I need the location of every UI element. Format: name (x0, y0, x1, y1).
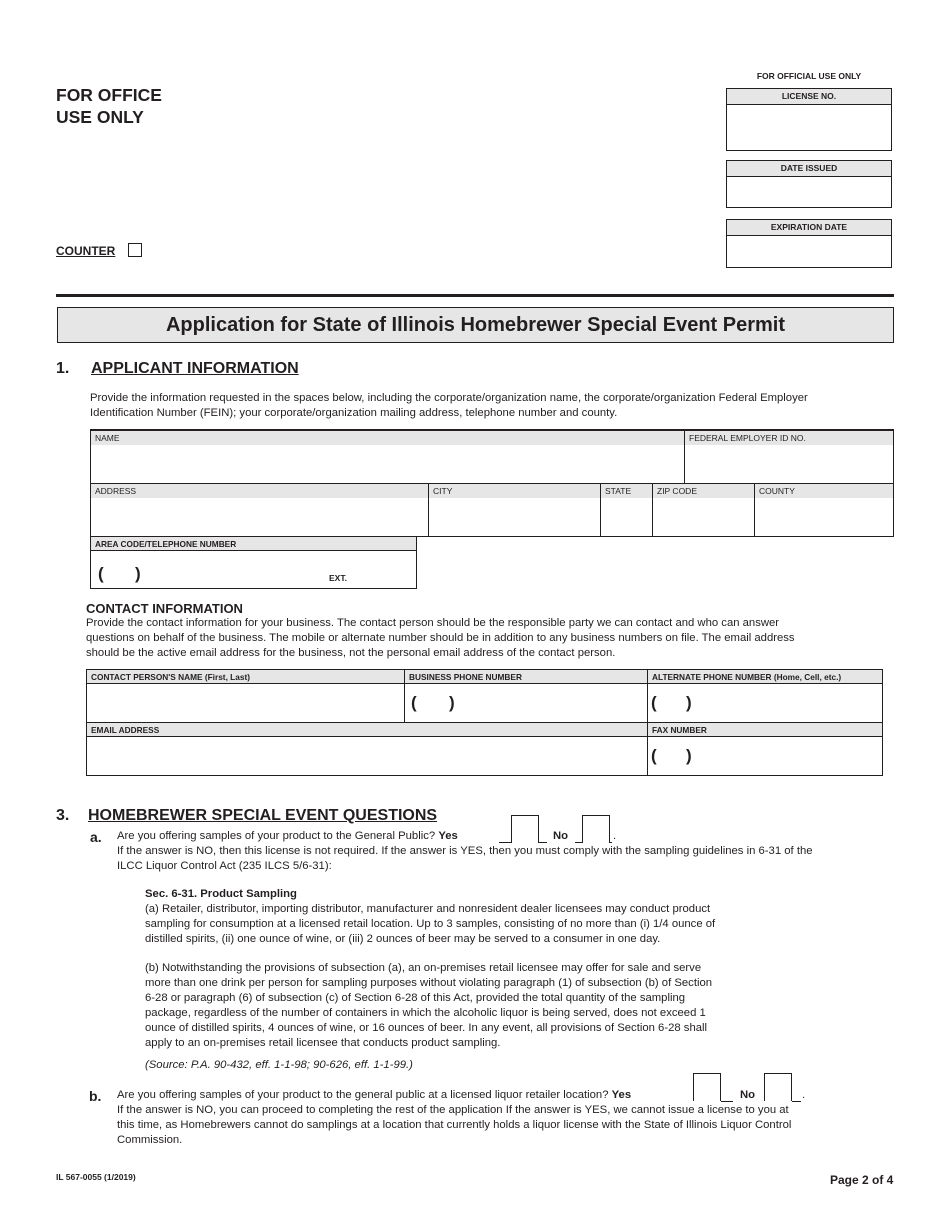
name-label: NAME (91, 431, 684, 445)
section3-heading: HOMEBREWER SPECIAL EVENT QUESTIONS (88, 807, 438, 824)
business-phone-paren-close: ) (449, 693, 455, 712)
fein-label: FEDERAL EMPLOYER ID NO. (685, 431, 893, 445)
header-divider (56, 294, 894, 297)
license-no-box (726, 88, 892, 151)
alt-phone-label: ALTERNATE PHONE NUMBER (Home, Cell, etc.) (648, 670, 882, 684)
expiration-date-label: EXPIRATION DATE (727, 220, 891, 236)
no-a-underline-right (610, 842, 612, 843)
expiration-date-field[interactable] (727, 236, 891, 266)
no-b-label: No (740, 1089, 756, 1101)
zip-field[interactable] (652, 483, 755, 537)
question-b-text: Are you offering samples of your product to the general public at a licensed liquor retailer location? Yes (117, 1089, 632, 1101)
business-phone-field[interactable] (404, 669, 648, 723)
telephone-paren-open: ( (98, 564, 104, 583)
question-a-period: . (613, 830, 617, 842)
state-label: STATE (601, 484, 652, 498)
date-issued-box (726, 160, 892, 208)
no-b-underline (792, 1101, 801, 1102)
business-phone-label: BUSINESS PHONE NUMBER (405, 670, 647, 684)
alt-phone-field[interactable] (647, 669, 883, 723)
ext-label: EXT. (329, 573, 347, 583)
yes-a-underline-right (539, 842, 547, 843)
no-b-checkbox[interactable] (764, 1073, 792, 1101)
counter-checkbox[interactable] (128, 243, 142, 257)
address-label: ADDRESS (91, 484, 428, 498)
alt-phone-paren-open: ( (651, 693, 657, 712)
contact-heading: CONTACT INFORMATION (86, 601, 243, 616)
section1-heading: APPLICANT INFORMATION (91, 360, 299, 377)
section1-number: 1. (56, 360, 70, 377)
zip-label: ZIP CODE (653, 484, 754, 498)
county-label: COUNTY (755, 484, 893, 498)
product-sampling-text: Sec. 6-31. Product Sampling (a) Retailer, distributor, importing distributor, manufacturer and nonresident dealer licensees may conduct product sampling for consumption at a licensed retail location. Up to 3 samples, consisting of no more than (i) 1/4 ounce of distilled spirits, (ii) one ounce of wine, or (iii) 2 ounces of beer may be served to a consumer in one day. (b) Notwithstanding the provisions of subsection (a), an on-premises retail licensee may offer for sale and serve more than one drink per person for sampling purposes without violating paragraph (1) of subsection (b) of Section 6-28 or paragraph (6) of subsection (c) of Section 6-28 of this Act, provided the total quantity of the sampling package, regardless of the number of containers in which the alcoholic liquor is being served, does not exceed 1 ounce of distilled spirits, 4 ounces of wine, or 16 ounces of beer. In any event, all provisions of Section 6-28 shall apply to an on-premises retail licensee that conducts product sampling. (Source: P.A. 90-432, eff. 1-1-98; 90-626, eff. 1-1-99.) (145, 887, 885, 1073)
city-label: CITY (429, 484, 600, 498)
expiration-date-box (726, 219, 892, 268)
section1-intro: Provide the information requested in the spaces below, including the corporate/organization name, the corporate/organization Federal Employer Identification Number (FEIN); your corporate/organization mailing address, telephone number and county. (90, 392, 808, 419)
fax-field[interactable] (647, 722, 883, 776)
email-field[interactable] (86, 722, 648, 776)
no-a-checkbox[interactable] (582, 815, 610, 843)
office-use-heading: FOR OFFICE USE ONLY (56, 85, 162, 127)
source-citation: (Source: P.A. 90-432, eff. 1-1-98; 90-626, eff. 1-1-99.) (145, 1059, 413, 1071)
contact-name-label: CONTACT PERSON'S NAME (First, Last) (87, 670, 404, 684)
city-field[interactable] (428, 483, 601, 537)
email-label: EMAIL ADDRESS (87, 723, 647, 737)
telephone-paren-close: ) (135, 564, 141, 583)
state-field[interactable] (600, 483, 653, 537)
date-issued-label: DATE ISSUED (727, 161, 891, 177)
address-field[interactable] (90, 483, 429, 537)
question-b-instructions: If the answer is NO, you can proceed to completing the rest of the application If the answer is YES, we cannot issue a license to you at this time, as Homebrewers cannot do samplings at a location that currently holds a liquor license with the State of Illinois Liquor Control Commission. (117, 1104, 792, 1146)
fax-paren-open: ( (651, 746, 657, 765)
contact-intro: Provide the contact information for your business. The contact person should be the responsible party we can contact and who can answer questions on behalf of the business. The mobile or alternate number should be in addition to any business numbers on file. The email address should be the active email address for the business, not the personal email address of the contact person. (86, 617, 795, 659)
yes-b-underline (721, 1101, 733, 1102)
telephone-field[interactable] (90, 536, 417, 589)
question-b-period: . (802, 1089, 806, 1101)
question-a-text: Are you offering samples of your product to the General Public? Yes (117, 830, 458, 842)
name-field[interactable] (90, 430, 685, 484)
question-a-instructions: If the answer is NO, then this license is not required. If the answer is YES, then you must comply with the sampling guidelines in 6-31 of the ILCC Liquor Control Act (235 ILCS 5/6-31): (117, 845, 813, 872)
question-b-letter: b. (89, 1088, 102, 1104)
counter-label: COUNTER (56, 244, 116, 258)
page-number: Page 2 of 4 (830, 1173, 894, 1187)
contact-name-field[interactable] (86, 669, 405, 723)
business-phone-paren-open: ( (411, 693, 417, 712)
page-title: Application for State of Illinois Homebrewer Special Event Permit (57, 307, 894, 343)
telephone-label: AREA CODE/TELEPHONE NUMBER (91, 537, 416, 551)
license-no-label: LICENSE NO. (727, 89, 891, 105)
yes-a-underline-left (499, 842, 511, 843)
yes-a-checkbox[interactable] (511, 815, 539, 843)
no-a-label: No (553, 830, 569, 842)
date-issued-field[interactable] (727, 177, 891, 206)
official-use-heading: FOR OFFICIAL USE ONLY (756, 71, 862, 81)
fax-label: FAX NUMBER (648, 723, 882, 737)
form-id: IL 567-0055 (1/2019) (56, 1172, 136, 1182)
question-a-letter: a. (90, 829, 102, 845)
fax-paren-close: ) (686, 746, 692, 765)
fein-field[interactable] (684, 430, 894, 484)
license-no-field[interactable] (727, 105, 891, 149)
county-field[interactable] (754, 483, 894, 537)
yes-b-checkbox[interactable] (693, 1073, 721, 1101)
section3-number: 3. (56, 807, 70, 824)
alt-phone-paren-close: ) (686, 693, 692, 712)
